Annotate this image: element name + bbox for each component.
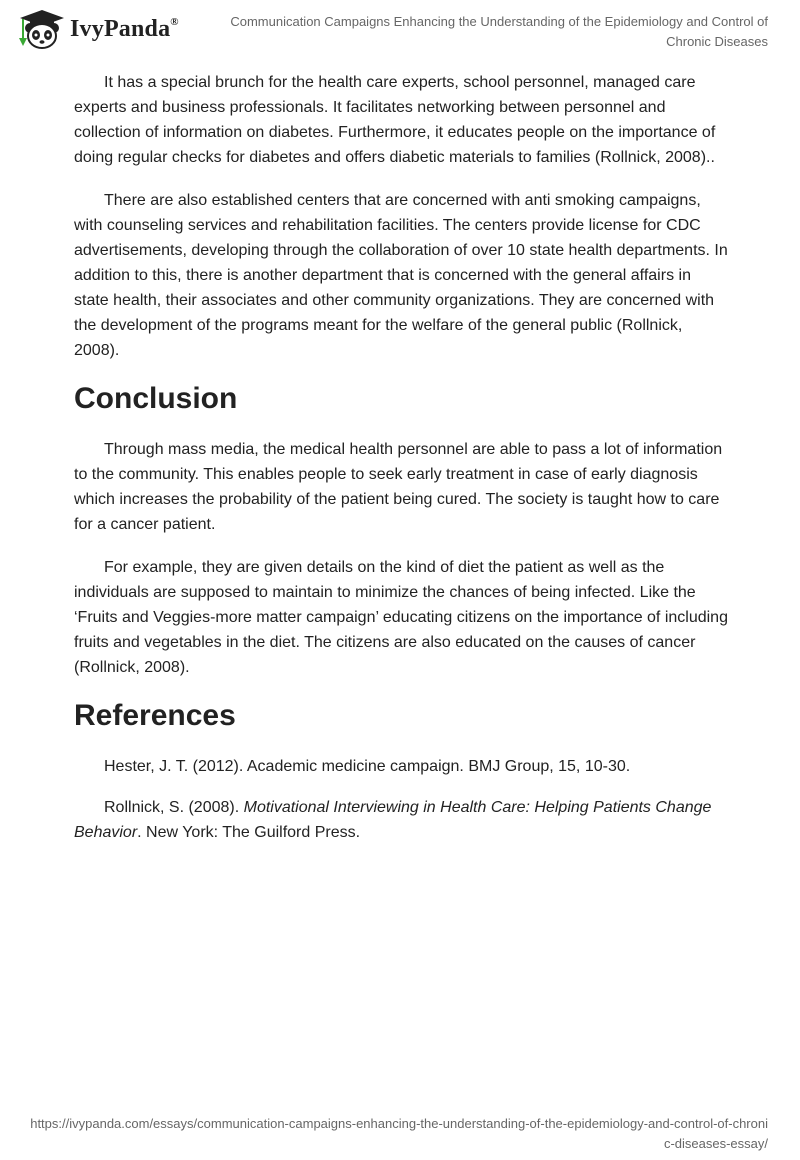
- reference-title: Motivational Interviewing in Health Care: Helping Patients Change Behavior: [74, 799, 712, 841]
- registered-mark: ®: [170, 15, 179, 28]
- paragraph: There are also established centers that are concerned with anti smoking campaigns, with counseling services and rehabilitation facilities. The centers provide license for CDC advertisements, developing through the collaboration of over 10 state health departments. In addition to this, there is another department that is concerned with the general affairs in state health, their associates and other community organizations. They are concerned with the development of the programs meant for the welfare of the general public (Rollnick, 2008).: [74, 192, 728, 359]
- ivypanda-logo[interactable]: [14, 8, 179, 50]
- reference-publisher: . New York: The Guilford Press.: [137, 824, 361, 841]
- reference-item: Hester, J. T. (2012). Academic medicine campaign. BMJ Group, 15, 10-30.: [104, 758, 631, 775]
- conclusion-heading: Conclusion: [74, 382, 238, 415]
- paragraph: Through mass media, the medical health personnel are able to pass a lot of information to the community. This enables people to seek early treatment in case of early diagnosis which increases the probability of the patient being cured. The society is taught how to care for a cancer patient.: [74, 441, 723, 533]
- paragraph: For example, they are given details on the kind of diet the patient as well as the individuals are supposed to maintain to minimize the chances of being infected. Like the ‘Fruits and Veggies-more matter campaign’ educating citizens on the importance of including fruits and vegetables in the diet. The citizens are also educated on the causes of cancer (Rollnick, 2008).: [74, 559, 728, 676]
- source-url[interactable]: https://ivypanda.com/essays/communication-campaigns-enhancing-the-understanding-of-the-epidemiology-and-control-of-chronic-diseases-essay/: [30, 1116, 768, 1151]
- references-heading: References: [74, 699, 236, 732]
- reference-list: [74, 754, 730, 845]
- brand-name: IvyPanda®: [70, 15, 179, 42]
- reference-item: [74, 795, 730, 845]
- essay-content: [74, 70, 730, 861]
- reference-author: Rollnick, S. (2008).: [104, 799, 244, 816]
- document-title: Communication Campaigns Enhancing the Understanding of the Epidemiology and Control of Chronic Diseases: [230, 14, 768, 49]
- paragraph: It has a special brunch for the health care experts, school personnel, managed care experts and business professionals. It facilitates networking between personnel and collection of information on diabetes. Furthermore, it educates people on the importance of doing regular checks for diabetes and offers diabetic materials to families (Rollnick, 2008)..: [74, 74, 716, 166]
- panda-graduate-icon: [14, 8, 66, 50]
